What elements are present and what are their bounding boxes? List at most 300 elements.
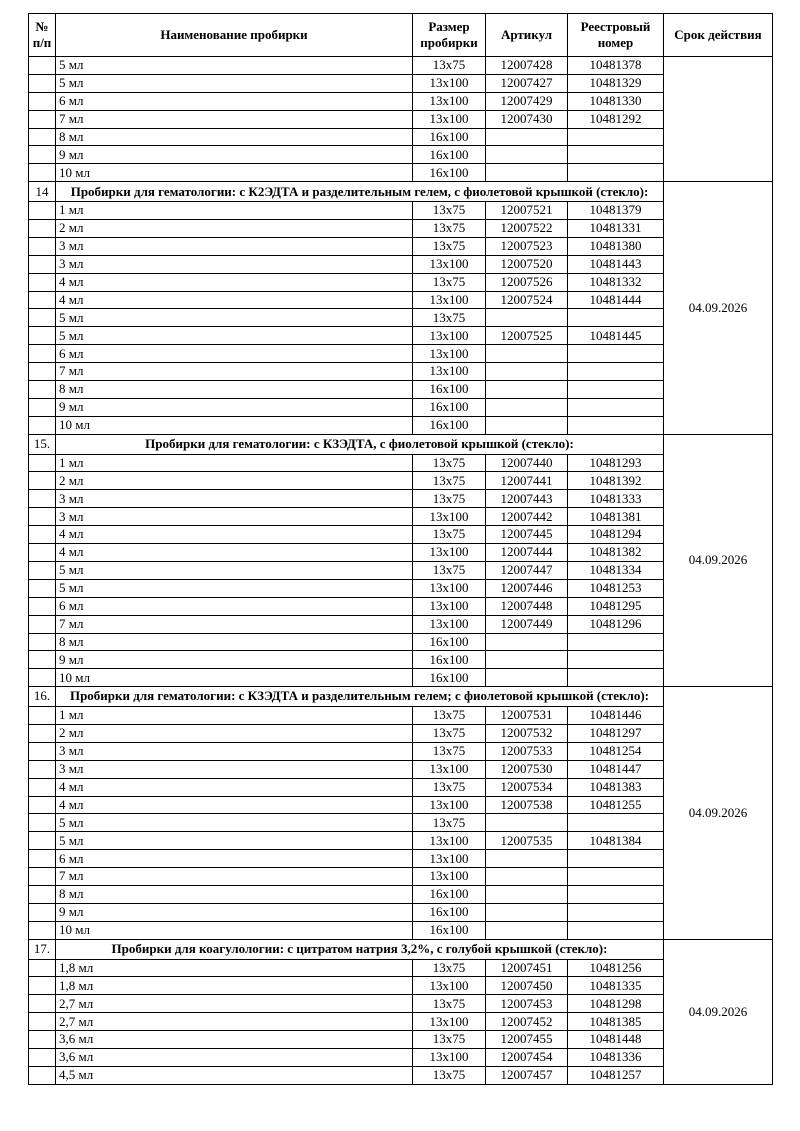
row-number-cell bbox=[29, 885, 56, 903]
tube-size-cell: 13x75 bbox=[413, 454, 486, 472]
tube-name-cell: 9 мл bbox=[56, 146, 413, 164]
row-number-cell bbox=[29, 309, 56, 327]
tube-name-cell: 5 мл bbox=[56, 327, 413, 345]
article-cell: 12007450 bbox=[486, 977, 568, 995]
tube-size-cell: 13x100 bbox=[413, 363, 486, 381]
table-row bbox=[29, 903, 773, 921]
tube-name-cell: 8 мл bbox=[56, 128, 413, 146]
registry-cell bbox=[568, 850, 664, 868]
article-cell: 12007523 bbox=[486, 237, 568, 255]
table-row bbox=[29, 850, 773, 868]
registry-cell: 10481384 bbox=[568, 832, 664, 850]
article-cell: 12007454 bbox=[486, 1048, 568, 1066]
tube-name-cell: 4 мл bbox=[56, 273, 413, 291]
article-cell: 12007535 bbox=[486, 832, 568, 850]
tube-size-cell: 13x100 bbox=[413, 977, 486, 995]
tube-name-cell: 7 мл bbox=[56, 615, 413, 633]
tube-size-cell: 13x75 bbox=[413, 273, 486, 291]
article-cell: 12007440 bbox=[486, 454, 568, 472]
row-number-cell bbox=[29, 814, 56, 832]
tube-name-cell: 6 мл bbox=[56, 850, 413, 868]
registry-cell bbox=[568, 868, 664, 886]
row-number-cell bbox=[29, 363, 56, 381]
tube-name-cell: 1,8 мл bbox=[56, 959, 413, 977]
tube-name-cell: 5 мл bbox=[56, 309, 413, 327]
section-title-cell: Пробирки для гематологии: с КЗЭДТА, с фиолетовой крышкой (стекло): bbox=[56, 434, 664, 454]
row-number-cell bbox=[29, 707, 56, 725]
registry-cell: 10481293 bbox=[568, 454, 664, 472]
table-row bbox=[29, 868, 773, 886]
table-row bbox=[29, 579, 773, 597]
table-body bbox=[29, 57, 773, 1085]
table-row bbox=[29, 651, 773, 669]
table-row bbox=[29, 74, 773, 92]
registry-cell bbox=[568, 363, 664, 381]
article-cell: 12007430 bbox=[486, 110, 568, 128]
section-number-cell: 17. bbox=[29, 939, 56, 959]
row-number-cell bbox=[29, 561, 56, 579]
registry-cell: 10481392 bbox=[568, 472, 664, 490]
row-number-cell bbox=[29, 868, 56, 886]
column-header: Артикул bbox=[486, 14, 568, 57]
tube-name-cell: 6 мл bbox=[56, 345, 413, 363]
article-cell: 12007538 bbox=[486, 796, 568, 814]
tube-size-cell: 13x100 bbox=[413, 579, 486, 597]
article-cell bbox=[486, 398, 568, 416]
row-number-cell bbox=[29, 903, 56, 921]
table-row bbox=[29, 202, 773, 220]
tube-name-cell: 6 мл bbox=[56, 92, 413, 110]
registry-cell: 10481256 bbox=[568, 959, 664, 977]
tube-size-cell: 13x75 bbox=[413, 707, 486, 725]
article-cell: 12007442 bbox=[486, 508, 568, 526]
tube-name-cell: 8 мл bbox=[56, 381, 413, 399]
table-row bbox=[29, 220, 773, 238]
tube-size-cell: 13x100 bbox=[413, 1048, 486, 1066]
tube-size-cell: 16x100 bbox=[413, 128, 486, 146]
table-row bbox=[29, 110, 773, 128]
row-number-cell bbox=[29, 724, 56, 742]
section-header-row bbox=[29, 687, 773, 707]
tube-name-cell: 3 мл bbox=[56, 255, 413, 273]
row-number-cell bbox=[29, 796, 56, 814]
tube-size-cell: 13x100 bbox=[413, 544, 486, 562]
registry-cell: 10481445 bbox=[568, 327, 664, 345]
validity-cell: 04.09.2026 bbox=[664, 687, 773, 939]
table-row bbox=[29, 164, 773, 182]
tube-name-cell: 9 мл bbox=[56, 903, 413, 921]
table-row bbox=[29, 237, 773, 255]
registry-cell: 10481294 bbox=[568, 526, 664, 544]
article-cell bbox=[486, 345, 568, 363]
table-row bbox=[29, 561, 773, 579]
table-row bbox=[29, 921, 773, 939]
row-number-cell bbox=[29, 579, 56, 597]
tube-size-cell: 13x75 bbox=[413, 57, 486, 75]
column-header: Срок действия bbox=[664, 14, 773, 57]
tube-name-cell: 2 мл bbox=[56, 472, 413, 490]
article-cell: 12007522 bbox=[486, 220, 568, 238]
registry-cell: 10481253 bbox=[568, 579, 664, 597]
row-number-cell bbox=[29, 291, 56, 309]
tube-size-cell: 13x75 bbox=[413, 490, 486, 508]
article-cell: 12007448 bbox=[486, 597, 568, 615]
tube-name-cell: 10 мл bbox=[56, 921, 413, 939]
registry-cell bbox=[568, 381, 664, 399]
row-number-cell bbox=[29, 633, 56, 651]
column-header: Наименование пробирки bbox=[56, 14, 413, 57]
tube-size-cell: 13x100 bbox=[413, 508, 486, 526]
registry-cell bbox=[568, 651, 664, 669]
registry-cell bbox=[568, 669, 664, 687]
row-number-cell bbox=[29, 345, 56, 363]
table-row bbox=[29, 92, 773, 110]
row-number-cell bbox=[29, 597, 56, 615]
article-cell: 12007451 bbox=[486, 959, 568, 977]
table-row bbox=[29, 724, 773, 742]
tube-size-cell: 16x100 bbox=[413, 164, 486, 182]
tube-name-cell: 1,8 мл bbox=[56, 977, 413, 995]
table-row bbox=[29, 416, 773, 434]
registry-cell: 10481292 bbox=[568, 110, 664, 128]
tube-size-cell: 16x100 bbox=[413, 669, 486, 687]
tube-size-cell: 13x100 bbox=[413, 868, 486, 886]
tube-name-cell: 5 мл bbox=[56, 814, 413, 832]
tube-name-cell: 3 мл bbox=[56, 760, 413, 778]
registry-cell: 10481332 bbox=[568, 273, 664, 291]
row-number-cell bbox=[29, 454, 56, 472]
table-row bbox=[29, 995, 773, 1013]
tube-name-cell: 3 мл bbox=[56, 237, 413, 255]
article-cell: 12007445 bbox=[486, 526, 568, 544]
table-row bbox=[29, 526, 773, 544]
article-cell: 12007443 bbox=[486, 490, 568, 508]
tube-name-cell: 9 мл bbox=[56, 651, 413, 669]
table-row bbox=[29, 544, 773, 562]
tube-name-cell: 3,6 мл bbox=[56, 1031, 413, 1049]
article-cell bbox=[486, 868, 568, 886]
row-number-cell bbox=[29, 327, 56, 345]
tube-size-cell: 13x100 bbox=[413, 110, 486, 128]
article-cell bbox=[486, 363, 568, 381]
row-number-cell bbox=[29, 490, 56, 508]
tube-name-cell: 2,7 мл bbox=[56, 995, 413, 1013]
table-row bbox=[29, 255, 773, 273]
article-cell: 12007457 bbox=[486, 1066, 568, 1084]
registry-cell: 10481255 bbox=[568, 796, 664, 814]
registry-cell bbox=[568, 146, 664, 164]
tube-size-cell: 13x75 bbox=[413, 1066, 486, 1084]
row-number-cell bbox=[29, 526, 56, 544]
table-row bbox=[29, 707, 773, 725]
row-number-cell bbox=[29, 651, 56, 669]
registry-cell: 10481381 bbox=[568, 508, 664, 526]
tube-size-cell: 13x100 bbox=[413, 615, 486, 633]
row-number-cell bbox=[29, 255, 56, 273]
article-cell: 12007533 bbox=[486, 742, 568, 760]
tube-size-cell: 13x100 bbox=[413, 255, 486, 273]
table-row bbox=[29, 363, 773, 381]
registry-cell bbox=[568, 814, 664, 832]
article-cell: 12007530 bbox=[486, 760, 568, 778]
tube-size-cell: 13x75 bbox=[413, 814, 486, 832]
row-number-cell bbox=[29, 508, 56, 526]
article-cell: 12007441 bbox=[486, 472, 568, 490]
article-cell bbox=[486, 381, 568, 399]
tube-size-cell: 13x100 bbox=[413, 345, 486, 363]
registry-cell: 10481334 bbox=[568, 561, 664, 579]
registry-cell: 10481444 bbox=[568, 291, 664, 309]
article-cell: 12007447 bbox=[486, 561, 568, 579]
article-cell: 12007455 bbox=[486, 1031, 568, 1049]
table-row bbox=[29, 760, 773, 778]
row-number-cell bbox=[29, 995, 56, 1013]
article-cell: 12007444 bbox=[486, 544, 568, 562]
tube-size-cell: 13x100 bbox=[413, 760, 486, 778]
tube-name-cell: 4,5 мл bbox=[56, 1066, 413, 1084]
table-row bbox=[29, 615, 773, 633]
tube-name-cell: 9 мл bbox=[56, 398, 413, 416]
table-row bbox=[29, 633, 773, 651]
tube-name-cell: 6 мл bbox=[56, 597, 413, 615]
registry-cell bbox=[568, 345, 664, 363]
article-cell bbox=[486, 814, 568, 832]
tube-size-cell: 13x100 bbox=[413, 850, 486, 868]
table-row bbox=[29, 327, 773, 345]
table-row bbox=[29, 977, 773, 995]
section-header-row bbox=[29, 182, 773, 202]
table-row bbox=[29, 309, 773, 327]
article-cell: 12007526 bbox=[486, 273, 568, 291]
tube-name-cell: 8 мл bbox=[56, 885, 413, 903]
tube-size-cell: 13x100 bbox=[413, 832, 486, 850]
registry-cell bbox=[568, 903, 664, 921]
registry-cell: 10481385 bbox=[568, 1013, 664, 1031]
tube-size-cell: 13x75 bbox=[413, 742, 486, 760]
tube-name-cell: 7 мл bbox=[56, 363, 413, 381]
row-number-cell bbox=[29, 398, 56, 416]
article-cell bbox=[486, 309, 568, 327]
tube-name-cell: 5 мл bbox=[56, 561, 413, 579]
tube-name-cell: 7 мл bbox=[56, 110, 413, 128]
row-number-cell bbox=[29, 164, 56, 182]
table-row bbox=[29, 669, 773, 687]
tube-size-cell: 16x100 bbox=[413, 921, 486, 939]
tube-name-cell: 10 мл bbox=[56, 669, 413, 687]
row-number-cell bbox=[29, 146, 56, 164]
registry-cell: 10481380 bbox=[568, 237, 664, 255]
registry-cell: 10481257 bbox=[568, 1066, 664, 1084]
row-number-cell bbox=[29, 416, 56, 434]
tube-name-cell: 1 мл bbox=[56, 454, 413, 472]
row-number-cell bbox=[29, 760, 56, 778]
header-row bbox=[29, 14, 773, 57]
tubes-table bbox=[28, 13, 773, 1085]
row-number-cell bbox=[29, 742, 56, 760]
registry-cell: 10481336 bbox=[568, 1048, 664, 1066]
table-row bbox=[29, 1066, 773, 1084]
article-cell bbox=[486, 128, 568, 146]
row-number-cell bbox=[29, 472, 56, 490]
table-row bbox=[29, 778, 773, 796]
row-number-cell bbox=[29, 128, 56, 146]
tube-name-cell: 10 мл bbox=[56, 416, 413, 434]
tube-size-cell: 13x75 bbox=[413, 561, 486, 579]
table-row bbox=[29, 291, 773, 309]
tube-name-cell: 4 мл bbox=[56, 526, 413, 544]
column-header: Реестровый номер bbox=[568, 14, 664, 57]
row-number-cell bbox=[29, 977, 56, 995]
table-row bbox=[29, 146, 773, 164]
article-cell: 12007524 bbox=[486, 291, 568, 309]
tube-size-cell: 16x100 bbox=[413, 416, 486, 434]
table-row bbox=[29, 381, 773, 399]
row-number-cell bbox=[29, 273, 56, 291]
table-row bbox=[29, 597, 773, 615]
row-number-cell bbox=[29, 1066, 56, 1084]
article-cell bbox=[486, 633, 568, 651]
section-title-cell: Пробирки для гематологии: с К2ЭДТА и разделительным гелем, с фиолетовой крышкой (стекло): bbox=[56, 182, 664, 202]
tube-size-cell: 13x75 bbox=[413, 237, 486, 255]
section-number-cell: 15. bbox=[29, 434, 56, 454]
tube-name-cell: 8 мл bbox=[56, 633, 413, 651]
row-number-cell bbox=[29, 202, 56, 220]
article-cell: 12007520 bbox=[486, 255, 568, 273]
registry-cell bbox=[568, 633, 664, 651]
column-header: Размер пробирки bbox=[413, 14, 486, 57]
article-cell: 12007446 bbox=[486, 579, 568, 597]
tube-name-cell: 4 мл bbox=[56, 796, 413, 814]
row-number-cell bbox=[29, 921, 56, 939]
row-number-cell bbox=[29, 832, 56, 850]
column-header: № п/п bbox=[29, 14, 56, 57]
validity-cell bbox=[664, 57, 773, 182]
table-row bbox=[29, 959, 773, 977]
registry-cell: 10481297 bbox=[568, 724, 664, 742]
table-row bbox=[29, 128, 773, 146]
registry-cell bbox=[568, 398, 664, 416]
article-cell: 12007453 bbox=[486, 995, 568, 1013]
article-cell bbox=[486, 669, 568, 687]
tube-size-cell: 13x75 bbox=[413, 472, 486, 490]
registry-cell: 10481333 bbox=[568, 490, 664, 508]
registry-cell: 10481335 bbox=[568, 977, 664, 995]
tube-size-cell: 16x100 bbox=[413, 381, 486, 399]
section-header-row bbox=[29, 939, 773, 959]
article-cell: 12007534 bbox=[486, 778, 568, 796]
article-cell bbox=[486, 885, 568, 903]
tube-name-cell: 1 мл bbox=[56, 707, 413, 725]
row-number-cell bbox=[29, 959, 56, 977]
table-row bbox=[29, 742, 773, 760]
registry-cell: 10481295 bbox=[568, 597, 664, 615]
article-cell: 12007428 bbox=[486, 57, 568, 75]
tube-name-cell: 2 мл bbox=[56, 220, 413, 238]
row-number-cell bbox=[29, 1013, 56, 1031]
row-number-cell bbox=[29, 615, 56, 633]
tube-size-cell: 13x75 bbox=[413, 724, 486, 742]
row-number-cell bbox=[29, 74, 56, 92]
table-header bbox=[29, 14, 773, 57]
table-row bbox=[29, 1048, 773, 1066]
article-cell bbox=[486, 164, 568, 182]
tube-size-cell: 13x100 bbox=[413, 1013, 486, 1031]
section-title-cell: Пробирки для коагулологии: с цитратом натрия 3,2%, с голубой крышкой (стекло): bbox=[56, 939, 664, 959]
tube-size-cell: 13x75 bbox=[413, 1031, 486, 1049]
article-cell bbox=[486, 921, 568, 939]
validity-cell: 04.09.2026 bbox=[664, 434, 773, 686]
registry-cell: 10481383 bbox=[568, 778, 664, 796]
registry-cell: 10481296 bbox=[568, 615, 664, 633]
tube-size-cell: 13x75 bbox=[413, 959, 486, 977]
registry-cell: 10481379 bbox=[568, 202, 664, 220]
table-row bbox=[29, 398, 773, 416]
registry-cell bbox=[568, 309, 664, 327]
article-cell: 12007429 bbox=[486, 92, 568, 110]
article-cell: 12007427 bbox=[486, 74, 568, 92]
section-number-cell: 14 bbox=[29, 182, 56, 202]
section-title-cell: Пробирки для гематологии: с КЗЭДТА и разделительным гелем; с фиолетовой крышкой (стекло): bbox=[56, 687, 664, 707]
article-cell bbox=[486, 903, 568, 921]
registry-cell: 10481378 bbox=[568, 57, 664, 75]
table-row bbox=[29, 832, 773, 850]
registry-cell: 10481254 bbox=[568, 742, 664, 760]
section-number-cell: 16. bbox=[29, 687, 56, 707]
tube-size-cell: 13x100 bbox=[413, 597, 486, 615]
tube-size-cell: 13x75 bbox=[413, 202, 486, 220]
row-number-cell bbox=[29, 544, 56, 562]
row-number-cell bbox=[29, 1031, 56, 1049]
table-row bbox=[29, 508, 773, 526]
tube-size-cell: 13x75 bbox=[413, 220, 486, 238]
registry-cell: 10481298 bbox=[568, 995, 664, 1013]
table-row bbox=[29, 57, 773, 75]
table-row bbox=[29, 273, 773, 291]
registry-cell: 10481446 bbox=[568, 707, 664, 725]
tube-name-cell: 3 мл bbox=[56, 508, 413, 526]
article-cell bbox=[486, 146, 568, 164]
tube-name-cell: 5 мл bbox=[56, 832, 413, 850]
validity-cell: 04.09.2026 bbox=[664, 182, 773, 434]
tube-size-cell: 13x75 bbox=[413, 309, 486, 327]
tube-size-cell: 13x100 bbox=[413, 327, 486, 345]
row-number-cell bbox=[29, 110, 56, 128]
tube-size-cell: 13x75 bbox=[413, 526, 486, 544]
article-cell: 12007452 bbox=[486, 1013, 568, 1031]
registry-cell bbox=[568, 164, 664, 182]
row-number-cell bbox=[29, 237, 56, 255]
registry-cell bbox=[568, 416, 664, 434]
tube-name-cell: 5 мл bbox=[56, 57, 413, 75]
tube-size-cell: 16x100 bbox=[413, 633, 486, 651]
table-row bbox=[29, 472, 773, 490]
row-number-cell bbox=[29, 850, 56, 868]
article-cell: 12007532 bbox=[486, 724, 568, 742]
registry-cell bbox=[568, 885, 664, 903]
article-cell bbox=[486, 416, 568, 434]
tube-name-cell: 5 мл bbox=[56, 74, 413, 92]
tube-size-cell: 16x100 bbox=[413, 885, 486, 903]
row-number-cell bbox=[29, 1048, 56, 1066]
tube-name-cell: 5 мл bbox=[56, 579, 413, 597]
row-number-cell bbox=[29, 669, 56, 687]
registry-cell: 10481447 bbox=[568, 760, 664, 778]
table-row bbox=[29, 814, 773, 832]
registry-cell bbox=[568, 128, 664, 146]
tube-name-cell: 2,7 мл bbox=[56, 1013, 413, 1031]
tube-name-cell: 3,6 мл bbox=[56, 1048, 413, 1066]
tube-name-cell: 1 мл bbox=[56, 202, 413, 220]
